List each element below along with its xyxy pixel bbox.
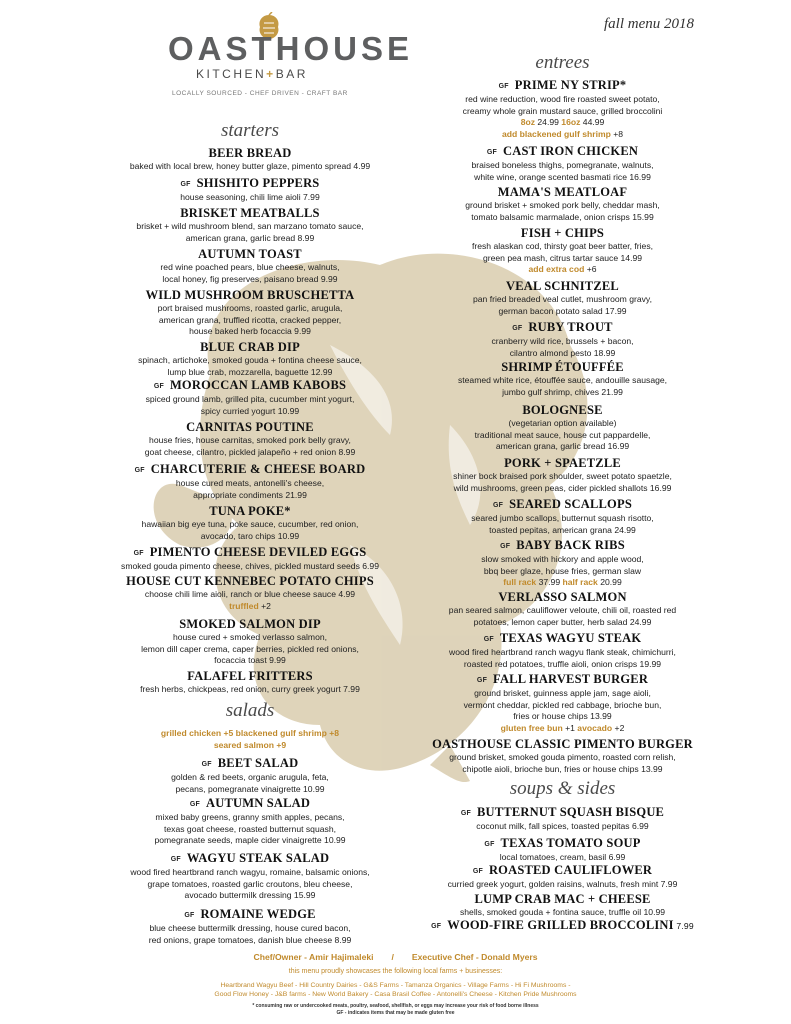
menu-item-title: AUTUMN SALAD [205, 796, 311, 810]
menu-item-upgrade [95, 601, 405, 613]
menu-item-name [400, 863, 725, 879]
menu-item-title: BEET SALAD [217, 756, 299, 770]
menu-item-description: goat cheese, cilantro, pickled jalapeño + red onion 8.99 [144, 446, 356, 457]
menu-item-description: house cured + smoked verlasso salmon, [172, 632, 328, 642]
logo-sub-bar: BAR [275, 67, 308, 81]
menu-item-description: coconut milk, fall spices, toasted pepitas 6.99 [476, 821, 649, 831]
menu-item [95, 340, 405, 378]
menu-item-name [400, 836, 725, 852]
menu-item-description: choose chili lime aioli, ranch or blue cheese sauce 4.99 [144, 589, 356, 599]
raw-food-disclaimer: * consuming raw or undercooked meats, poultry, seafood, shellfish, or eggs may increase your risk of food borne illness [252, 1003, 539, 1009]
gluten-free-marker: GF [134, 467, 145, 474]
menu-item-title: PORK + SPAETZLE [504, 456, 621, 470]
menu-item-description: port braised mushrooms, roasted garlic, arugula, [157, 303, 343, 313]
menu-item [95, 669, 405, 696]
menu-item-description: curried greek yogurt, golden raisins, walnuts, fresh mint 7.99 [447, 879, 678, 889]
menu-item-description: fresh herbs, chickpeas, red onion, curry greek yogurt 7.99 [140, 684, 360, 694]
menu-item-option-line [400, 723, 725, 735]
menu-item-name [400, 737, 725, 752]
menu-item-description: local honey, fig preserves, paisano bread 9.99 [162, 273, 338, 284]
menu-item-title: WAGYU STEAK SALAD [186, 851, 330, 865]
menu-item-name [400, 672, 725, 688]
menu-item-name [400, 279, 725, 294]
option-label: avocado [577, 722, 613, 733]
menu-item [95, 851, 405, 902]
menu-item-title: BRISKET MEATBALLS [180, 206, 320, 220]
menu-item [95, 146, 405, 173]
salad-addons-line2: seared salmon +9 [213, 740, 287, 750]
menu-item [95, 247, 405, 285]
chef-separator: / [391, 952, 394, 962]
menu-item-description: house baked herb focaccia 9.99 [189, 326, 311, 336]
gluten-free-marker: GF [201, 761, 212, 768]
gluten-free-marker: GF [472, 868, 483, 875]
menu-item-description: pan seared salmon, cauliflower veloute, chili oil, roasted red [448, 605, 677, 615]
menu-item-description: roasted red potatoes, truffle aioli, onion crisps 19.99 [463, 658, 662, 669]
menu-item [95, 574, 405, 612]
menu-item-description: wood fired heartbrand ranch wagyu flank steak, chimichurri, [449, 647, 676, 657]
menu-item [400, 737, 725, 775]
menu-item-description: wood fired heartbrand ranch wagyu, romaine, balsamic onions, [130, 867, 370, 877]
menu-item [400, 863, 725, 891]
menu-item-title: SMOKED SALMON DIP [179, 617, 321, 631]
option-label: add extra cod [528, 264, 585, 274]
menu-item-description: toasted pepitas, american grana 24.99 [489, 524, 636, 535]
menu-item-description: house cured meats, antonelli's cheese, [175, 478, 325, 488]
menu-item-description: spinach, artichoke, smoked gouda + fontina cheese sauce, [138, 355, 362, 365]
option-price: +6 [584, 264, 597, 274]
option-price: 44.99 [580, 117, 605, 127]
menu-item [95, 206, 405, 244]
menu-item-name [95, 462, 405, 478]
menu-item-price: 7.99 [673, 921, 694, 931]
menu-item-description: american grana, truffled ricotta, cracked pepper, [158, 314, 342, 325]
logo-sub-kitchen: KITCHEN [196, 67, 267, 81]
menu-item-title: ROASTED CAULIFLOWER [488, 863, 653, 877]
menu-item-name [400, 226, 725, 241]
menu-item-description: steamed white rice, étouffée sauce, andouille sausage, [457, 375, 668, 385]
menu-item-description: texas goat cheese, roasted butternut squash, [164, 823, 336, 834]
menu-item-description: german bacon potato salad 17.99 [498, 305, 627, 316]
menu-item [400, 590, 725, 628]
menu-item-description: vermont cheddar, pickled red cabbage, brioche bun, [463, 699, 662, 710]
menu-item-description: pomegranate seeds, maple cider vinaigrette 10.99 [154, 835, 346, 845]
upgrade-label: truffled [229, 600, 259, 611]
disclaimer [0, 1003, 791, 1016]
menu-item-name [95, 617, 405, 632]
menu-item-description: ground brisket, smoked gouda pimento, roasted corn relish, [449, 752, 676, 762]
menu-item-title: SEARED SCALLOPS [509, 497, 632, 511]
menu-item-description: green pea mash, citrus tartar sauce 14.99 [482, 252, 643, 263]
menu-item-name [400, 456, 725, 471]
menu-item-title: CARNITAS POUTINE [186, 420, 314, 434]
menu-item-name [400, 144, 725, 160]
gluten-free-marker: GF [493, 502, 504, 509]
menu-item-description: shells, smoked gouda + fontina sauce, truffle oil 10.99 [459, 907, 666, 917]
menu-item-name [400, 320, 725, 336]
logo-sub-plus: + [266, 67, 276, 81]
menu-item-description: focaccia toast 9.99 [214, 655, 286, 665]
menu-item-description: ground brisket, guinness apple jam, sage aioli, [474, 688, 651, 698]
option-label: 16oz [561, 117, 581, 127]
menu-item-description: traditional meat sauce, house cut pappardelle, [474, 429, 651, 440]
option-price: 37.99 [536, 577, 563, 587]
menu-item-name [95, 851, 405, 867]
menu-item-title: BUTTERNUT SQUASH BISQUE [477, 805, 665, 819]
menu-item [95, 545, 405, 573]
menu-item [400, 226, 725, 276]
menu-item-title: FISH + CHIPS [520, 226, 605, 240]
menu-item-title: WILD MUSHROOM BRUSCHETTA [145, 288, 355, 302]
gluten-free-marker: GF [498, 83, 509, 90]
menu-item-description: potatoes, lemon caper butter, herb salad 24.99 [473, 616, 652, 627]
menu-item-description: red wine reduction, wood fire roasted sweet potato, [465, 94, 660, 104]
menu-item-title: VEAL SCHNITZEL [506, 279, 619, 293]
menu-item-name [400, 805, 725, 821]
menu-item-name [95, 146, 405, 161]
menu-item-option-line [400, 129, 725, 141]
menu-item [400, 279, 725, 317]
menu-item [400, 403, 725, 453]
menu-item-name [400, 590, 725, 605]
menu-item-title: LUMP CRAB MAC + CHEESE [474, 892, 651, 906]
menu-item-name [400, 403, 725, 418]
menu-item-description: golden & red beets, organic arugula, feta, [171, 772, 329, 782]
salad-addons-line1: grilled chicken +5 blackened gulf shrimp +8 [160, 728, 340, 738]
menu-item-name [95, 545, 405, 561]
section-title-starters: starters [220, 120, 280, 141]
menu-item-name [95, 378, 405, 394]
logo-wordmark: OASTHOUSE [168, 30, 414, 67]
menu-item-description: jumbo gulf shrimp, chives 21.99 [502, 386, 623, 397]
menu-item-description: shiner bock braised pork shoulder, sweet potato spaetzle, [453, 471, 672, 481]
menu-item-description: house fries, house carnitas, smoked pork belly gravy, [149, 435, 351, 445]
chef-credits [0, 952, 791, 962]
gluten-free-marker: GF [180, 181, 191, 188]
menu-item-option-line [400, 264, 725, 276]
menu-item-description: tomato balsamic marmalade, onion crisps 15.99 [471, 211, 654, 222]
gluten-free-marker: GF [153, 383, 164, 390]
menu-item [400, 672, 725, 734]
option-label: full rack [503, 577, 537, 587]
menu-item-description: cilantro almond pesto 18.99 [509, 347, 616, 358]
menu-item [400, 538, 725, 589]
menu-item-title: MOROCCAN LAMB KABOBS [169, 378, 347, 392]
menu-item-description: grape tomatoes, roasted garlic croutons, bleu cheese, [147, 878, 353, 889]
menu-item-name [400, 78, 725, 94]
farms-line-1: Heartbrand Wagyu Beef - Hill Country Dairies - G&S Farms - Tamanza Organics - Village Farms - Hi Fi Mushrooms - [220, 982, 571, 989]
menu-item-name [400, 631, 725, 647]
menu-item-description: brisket + wild mushroom blend, san marzano tomato sauce, [136, 221, 364, 231]
option-price: 24.99 [535, 117, 562, 127]
menu-item-title: MAMA'S MEATLOAF [497, 185, 628, 199]
menu-item-name [95, 247, 405, 262]
menu-item-title: BEER BREAD [208, 146, 292, 160]
menu-item-description: avocado, taro chips 10.99 [200, 530, 300, 541]
menu-item-title: PIMENTO CHEESE DEVILED EGGS [149, 545, 367, 559]
menu-item [400, 144, 725, 183]
menu-item-description: american grana, garlic bread 16.99 [495, 441, 630, 451]
farms-line-2: Good Flow Honey - J&B farms - New World Bakery - Casa Brasil Coffee - Antonelli's Cheese - Kitchen Pride Mushrooms [214, 991, 577, 998]
menu-item-name [95, 288, 405, 303]
menu-item-description: baked with local brew, honey butter glaze, pimento spread 4.99 [129, 161, 371, 171]
gluten-free-marker: GF [483, 636, 494, 643]
option-label: gluten free bun [500, 722, 563, 733]
option-label: half rack [562, 577, 598, 587]
menu-item-description: braised boneless thighs, pomegranate, walnuts, [471, 160, 654, 170]
menu-item-name [95, 796, 405, 812]
menu-item-title: CAST IRON CHICKEN [502, 144, 639, 158]
gluten-free-marker: GF [476, 677, 488, 684]
menu-item-title: TEXAS TOMATO SOUP [500, 836, 641, 850]
menu-item-description: appropriate condiments 21.99 [193, 489, 307, 500]
executive-chef: Executive Chef - Donald Myers [411, 952, 538, 962]
menu-item-name [95, 206, 405, 221]
menu-item-name [95, 574, 405, 589]
menu-item-description: american grana, garlic bread 8.99 [185, 232, 315, 243]
menu-item-description: fries or house chips 13.99 [513, 711, 612, 721]
menu-item-description: (vegetarian option available) [508, 418, 617, 428]
menu-item [95, 617, 405, 667]
menu-item [400, 805, 725, 833]
menu-item-name [400, 360, 725, 375]
menu-item-name [95, 340, 405, 355]
menu-item [400, 497, 725, 536]
menu-item-name [400, 185, 725, 200]
menu-item-description: cranberry wild rice, brussels + bacon, [491, 336, 634, 346]
menu-item [95, 288, 405, 338]
gluten-free-marker: GF [460, 810, 472, 817]
menu-item [400, 185, 725, 223]
menu-item-description: lemon dill caper crema, caper berries, pickled red onions, [141, 643, 359, 654]
menu-item-name [95, 756, 405, 772]
menu-item-name [400, 892, 725, 907]
menu-item [95, 907, 405, 946]
menu-item-description: house seasoning, chili lime aioli 7.99 [180, 192, 320, 202]
menu-item-title: TUNA POKE* [209, 504, 291, 518]
menu-item [95, 420, 405, 458]
menu-item-description: seared jumbo scallops, butternut squash risotto, [471, 513, 654, 523]
option-price: +2 [612, 722, 625, 733]
menu-item-title: OASTHOUSE CLASSIC PIMENTO BURGER [432, 737, 693, 751]
menu-item [400, 456, 725, 494]
menu-item-description: blue cheese buttermilk dressing, house cured bacon, [149, 923, 351, 933]
menu-item-description: fresh alaskan cod, thirsty goat beer batter, fries, [471, 241, 654, 251]
upgrade-price: +2 [258, 600, 271, 611]
local-showcase-note: this menu proudly showcases the following local farms + businesses: [288, 968, 503, 975]
menu-item [400, 320, 725, 359]
menu-item-title: PRIME NY STRIP* [514, 78, 627, 92]
menu-item-title: BABY BACK RIBS [516, 538, 625, 552]
option-price: 20.99 [597, 577, 622, 587]
menu-item [400, 360, 725, 398]
menu-item-name [400, 918, 725, 934]
menu-item-name [400, 538, 725, 554]
gluten-free-marker: GF [500, 543, 511, 550]
menu-item-title: FALL HARVEST BURGER [493, 672, 649, 686]
menu-item-description: smoked gouda pimento cheese, chives, pickled mustard seeds 6.99 [121, 561, 379, 571]
menu-item-description: slow smoked with hickory and apple wood, [481, 554, 644, 564]
menu-item-title: AUTUMN TOAST [198, 247, 302, 261]
gluten-free-marker: GF [512, 325, 523, 332]
option-price: +8 [610, 128, 624, 139]
menu-item [400, 631, 725, 670]
gluten-free-marker: GF [189, 801, 200, 808]
section-title-entrees: entrees [535, 52, 590, 73]
menu-item-title: WOOD-FIRE GRILLED BROCCOLINI [447, 918, 674, 932]
chef-owner: Chef/Owner - Amir Hajimaleki [253, 952, 374, 962]
section-title-soups-sides: soups & sides [509, 778, 616, 799]
gluten-free-marker: GF [184, 912, 195, 919]
gluten-free-marker: GF [484, 841, 495, 848]
menu-item-name [95, 907, 405, 923]
menu-item-description: lump blue crab, mozzarella, baguette 12.99 [167, 366, 333, 377]
menu-item-title: HOUSE CUT KENNEBEC POTATO CHIPS [126, 574, 374, 588]
menu-item-name [95, 504, 405, 519]
menu-item-description: pan fried breaded veal cutlet, mushroom gravy, [473, 294, 652, 304]
menu-item-description: spicy curried yogurt 10.99 [200, 405, 300, 416]
menu-title: fall menu 2018 [604, 16, 694, 32]
menu-item-option-line [400, 577, 725, 589]
menu-item [400, 918, 725, 934]
menu-item-description: creamy whole grain mustard sauce, grilled broccolini [462, 105, 663, 116]
menu-item-title: VERLASSO SALMON [498, 590, 627, 604]
local-farms-list [0, 981, 791, 999]
gluten-free-marker: GF [431, 923, 442, 930]
logo-subtitle [196, 67, 308, 81]
menu-item-title: SHRIMP ÉTOUFFÉE [501, 360, 624, 374]
menu-item-name [95, 176, 405, 192]
menu-item [95, 378, 405, 417]
tagline: LOCALLY SOURCED - CHEF DRIVEN - CRAFT BAR [172, 90, 348, 97]
option-label: add blackened gulf shrimp [501, 128, 611, 139]
gluten-free-marker: GF [133, 550, 144, 557]
menu-item-title: SHISHITO PEPPERS [196, 176, 320, 190]
menu-item-description: red onions, grape tomatoes, danish blue cheese 8.99 [148, 934, 352, 945]
menu-item [95, 756, 405, 795]
option-price: +1 [562, 722, 578, 733]
gluten-free-note: GF - indicates items that may be made gluten free [336, 1009, 455, 1016]
menu-item [95, 462, 405, 501]
menu-item-name [95, 669, 405, 684]
menu-item-description: chipotle aioli, brioche bun, fries or house chips 13.99 [462, 763, 663, 774]
menu-item-title: CHARCUTERIE & CHEESE BOARD [150, 462, 366, 476]
menu-item-name [400, 497, 725, 513]
section-title-salads: salads [225, 700, 275, 721]
menu-item-title: BOLOGNESE [522, 403, 603, 417]
menu-item-description: local tomatoes, cream, basil 6.99 [499, 852, 626, 862]
option-label: 8oz [520, 117, 536, 127]
menu-item-description: pecans, pomegranate vinaigrette 10.99 [175, 783, 325, 794]
menu-item-description: mixed baby greens, granny smith apples, pecans, [155, 812, 345, 822]
menu-item-description: bbq beer glaze, house fries, german slaw [483, 565, 642, 576]
menu-item-title: TEXAS WAGYU STEAK [499, 631, 642, 645]
menu-item-description: red wine poached pears, blue cheese, walnuts, [160, 262, 340, 272]
menu-item-description: hawaiian big eye tuna, poke sauce, cucumber, red onion, [141, 519, 359, 529]
gluten-free-marker: GF [170, 856, 181, 863]
menu-item-description: avocado buttermilk dressing 15.99 [184, 890, 316, 900]
menu-item-title: BLUE CRAB DIP [200, 340, 300, 354]
menu-item [95, 176, 405, 204]
menu-item-description: wild mushrooms, green peas, cider pickled shallots 16.99 [453, 482, 672, 493]
menu-item-description: white wine, orange scented basmati rice 16.99 [474, 171, 651, 182]
menu-item-title: FALAFEL FRITTERS [187, 669, 313, 683]
menu-item-description: ground brisket + smoked pork belly, cheddar mash, [465, 200, 660, 210]
menu-item [95, 504, 405, 542]
menu-item [95, 796, 405, 847]
menu-item [400, 836, 725, 864]
menu-item [400, 78, 725, 140]
gluten-free-marker: GF [486, 149, 497, 156]
menu-item [400, 892, 725, 919]
menu-item-title: RUBY TROUT [528, 320, 613, 334]
menu-item-option-line [400, 117, 725, 129]
menu-item-name [95, 420, 405, 435]
menu-item-title: ROMAINE WEDGE [200, 907, 316, 921]
menu-item-description: spiced ground lamb, grilled pita, cucumber mint yogurt, [145, 394, 355, 404]
